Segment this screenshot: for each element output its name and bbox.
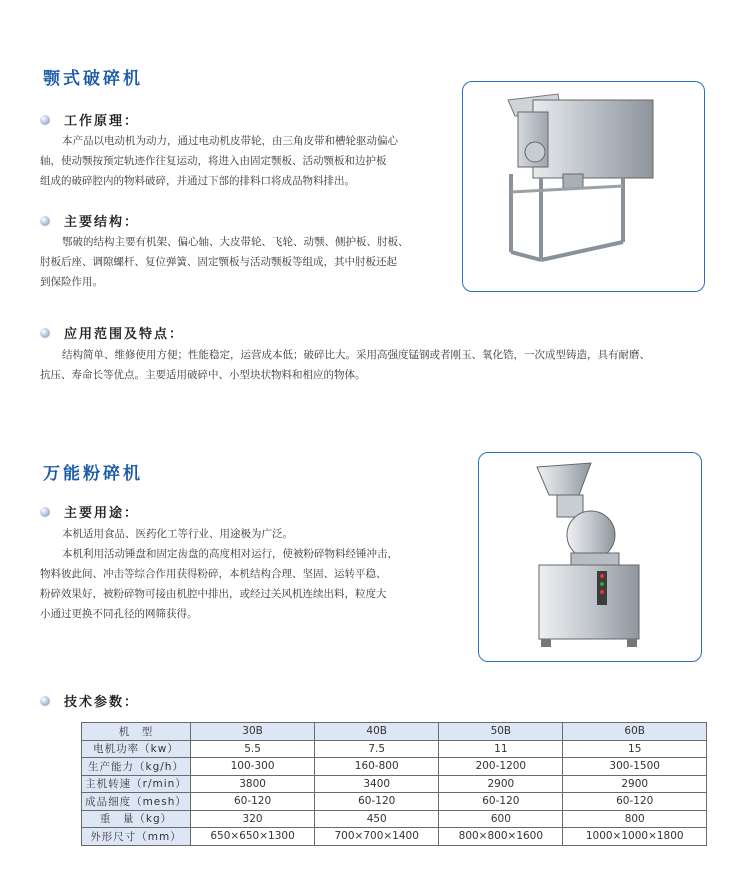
jaw-crusher-illustration — [463, 82, 704, 291]
spec-table — [81, 722, 707, 846]
usage-line: 小通过更换不同孔径的网筛获得。 — [40, 608, 198, 620]
table-row — [82, 828, 707, 846]
structure-text — [40, 232, 460, 292]
table-cell: 2900 — [563, 775, 707, 793]
table-cell: 300-1500 — [563, 758, 707, 776]
table-header-cell: 30B — [191, 723, 315, 741]
row-label: 电机功率（kw） — [82, 740, 191, 758]
structure-heading-text: 主要结构： — [64, 215, 140, 230]
row-label: 生产能力（kg/h） — [82, 758, 191, 776]
row-label: 成品细度（mesh） — [82, 793, 191, 811]
table-cell: 320 — [191, 810, 315, 828]
structure-line: 鄂破的结构主要有机架、偏心轴、大皮带轮、飞轮、动颚、侧护板、肘板、 — [62, 236, 409, 248]
universal-grinder-title: 万能粉碎机 — [43, 464, 143, 484]
table-header-cell: 60B — [563, 723, 707, 741]
table-cell: 650×650×1300 — [191, 828, 315, 846]
jaw-crusher-title: 颚式破碎机 — [43, 69, 143, 89]
bullet-icon — [40, 115, 50, 125]
grinder-illustration — [479, 453, 701, 661]
table-cell: 200-1200 — [439, 758, 563, 776]
principle-heading-text: 工作原理： — [64, 114, 140, 129]
principle-line: 组成的破碎腔内的物料破碎，并通过下部的排料口将成品物料排出。 — [40, 175, 355, 187]
table-cell: 600 — [439, 810, 563, 828]
table-cell: 1000×1000×1800 — [563, 828, 707, 846]
table-cell: 7.5 — [315, 740, 439, 758]
table-cell: 3800 — [191, 775, 315, 793]
table-row — [82, 810, 707, 828]
table-header-row — [82, 723, 707, 741]
table-cell: 100-300 — [191, 758, 315, 776]
usage-heading-text: 主要用途： — [64, 506, 140, 521]
table-row — [82, 758, 707, 776]
bullet-icon — [40, 696, 50, 706]
usage-line: 本机利用活动锤盘和固定齿盘的高度相对运行，使被粉碎物料经锤冲击， — [62, 548, 398, 560]
usage-line: 物料彼此间、冲击等综合作用获得粉碎，本机结构合理、坚固、运转平稳、 — [40, 568, 387, 580]
features-line: 抗压、寿命长等优点。主要适用破碎中、小型块状物料和相应的物体。 — [40, 369, 366, 381]
table-cell: 15 — [563, 740, 707, 758]
principle-text — [40, 131, 460, 191]
principle-heading — [40, 110, 139, 129]
features-text — [40, 345, 720, 385]
table-row — [82, 775, 707, 793]
usage-line: 本机适用食品、医药化工等行业、用途极为广泛。 — [62, 528, 293, 540]
table-cell: 160-800 — [315, 758, 439, 776]
structure-heading — [40, 211, 139, 230]
principle-line: 本产品以电动机为动力，通过电动机皮带轮，由三角皮带和槽轮驱动偏心 — [62, 135, 398, 147]
row-label: 主机转速（r/min） — [82, 775, 191, 793]
table-row — [82, 793, 707, 811]
bullet-icon — [40, 328, 50, 338]
table-cell: 800 — [563, 810, 707, 828]
principle-line: 轴，使动颚按预定轨迹作往复运动，将进入由固定颚板、活动颚板和边护板 — [40, 155, 387, 167]
table-cell: 11 — [439, 740, 563, 758]
bullet-icon — [40, 507, 50, 517]
jaw-crusher-photo — [462, 81, 705, 292]
table-header-cell: 50B — [439, 723, 563, 741]
structure-line: 肘板后座、调隙螺杆、复位弹簧、固定颚板与活动颚板等组成，其中肘板还起 — [40, 256, 397, 268]
usage-text — [40, 524, 460, 624]
table-cell: 700×700×1400 — [315, 828, 439, 846]
row-label: 外形尺寸（mm） — [82, 828, 191, 846]
table-cell: 800×800×1600 — [439, 828, 563, 846]
usage-heading — [40, 502, 139, 521]
bullet-icon — [40, 216, 50, 226]
table-cell: 60-120 — [191, 793, 315, 811]
universal-grinder-photo — [478, 452, 702, 662]
specs-heading — [40, 691, 139, 710]
table-header-cell: 40B — [315, 723, 439, 741]
features-line: 结构简单、维修使用方便；性能稳定，运营成本低；破碎比大。采用高强度锰钢或者刚玉、氧化锆，一次成型铸造，具有耐磨、 — [62, 349, 650, 361]
table-cell: 60-120 — [315, 793, 439, 811]
table-cell: 60-120 — [563, 793, 707, 811]
structure-line: 到保险作用。 — [40, 276, 103, 288]
table-cell: 3400 — [315, 775, 439, 793]
features-heading-text: 应用范围及特点： — [64, 327, 185, 342]
specs-heading-text: 技术参数： — [64, 695, 140, 710]
table-cell: 60-120 — [439, 793, 563, 811]
row-label: 重 量（kg） — [82, 810, 191, 828]
table-header-cell: 机 型 — [82, 723, 191, 741]
table-cell: 2900 — [439, 775, 563, 793]
table-cell: 5.5 — [191, 740, 315, 758]
features-heading — [40, 323, 184, 342]
table-cell: 450 — [315, 810, 439, 828]
usage-line: 粉碎效果好，被粉碎物可接由机腔中排出，或经过关风机连续出料，粒度大 — [40, 588, 387, 600]
table-row — [82, 740, 707, 758]
